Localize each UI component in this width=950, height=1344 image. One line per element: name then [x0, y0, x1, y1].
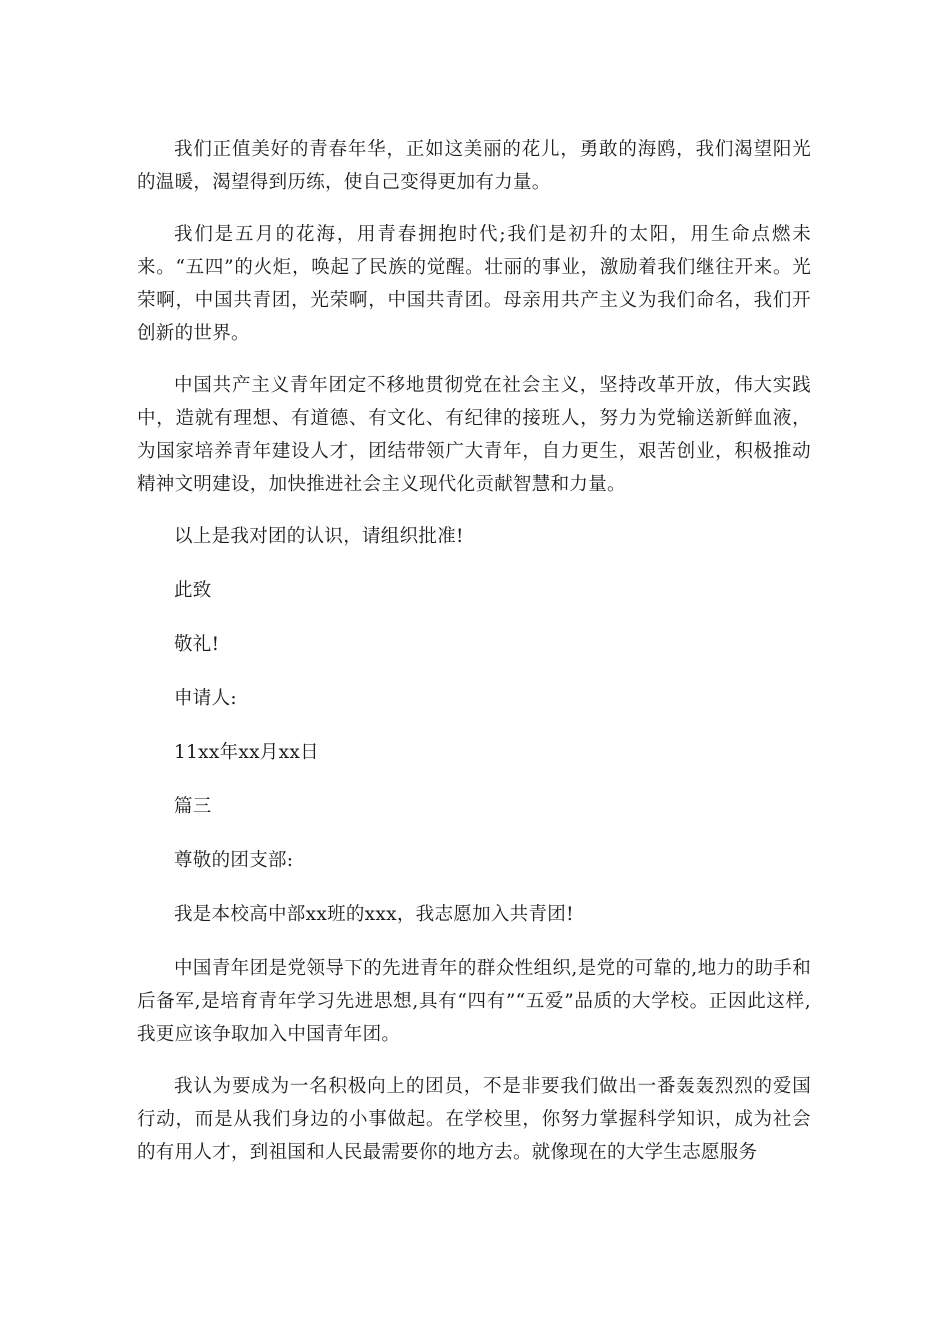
paragraph-request-approval: 以上是我对团的认识，请组织批准!: [174, 526, 464, 547]
document-page: [137, 133, 811, 1188]
applicant-label: 申请人:: [174, 688, 237, 709]
paragraph-small-things: 我认为要成为一名积极向上的团员，不是非要我们做出一番轰轰烈烈的爱国行动，而是从我们身边的小事做起。在学校里，你努力掌握科学知识，成为社会的有用人才，到祖国和人民最需要你的地方去。就像现在的大学生志愿服务: [137, 1076, 811, 1163]
paragraph-youth: 我们正值美好的青春年华，正如这美丽的花儿，勇敢的海鸥，我们渴望阳光的温暖，渴望得到历练，使自己变得更加有力量。: [137, 139, 811, 193]
paragraph-league-description: 中国青年团是党领导下的先进青年的群众性组织,是党的可靠的,地力的助手和后备军,是培育青年学习先进思想,具有“四有”“五爱”品质的大学校。正因此这样,我更应该争取加入中国青年团。: [137, 958, 811, 1045]
section-heading-part-three: 篇三: [174, 796, 212, 817]
date-line: 11xx年xx月xx日: [174, 742, 319, 763]
closing-jingli: 敬礼!: [174, 634, 220, 655]
salutation: 尊敬的团支部:: [174, 850, 294, 871]
paragraph-may-flowers: 我们是五月的花海，用青春拥抱时代;我们是初升的太阳，用生命点燃未来。“五四”的火炬，唤起了民族的觉醒。壮丽的事业，激励着我们继往开来。光荣啊，中国共青团，光荣啊，中国共青团。母亲用共产主义为我们命名，我们开创新的世界。: [137, 224, 811, 344]
paragraph-intro: 我是本校高中部xx班的xxx，我志愿加入共青团!: [174, 904, 574, 925]
closing-cizhi: 此致: [174, 580, 212, 601]
paragraph-league-mission: 中国共产主义青年团定不移地贯彻党在社会主义，坚持改革开放，伟大实践中，造就有理想、有道德、有文化、有纪律的接班人，努力为党输送新鲜血液，为国家培养青年建设人才，团结带领广大青年，自力更生，艰苦创业，积极推动精神文明建设，加快推进社会主义现代化贡献智慧和力量。: [137, 375, 811, 495]
